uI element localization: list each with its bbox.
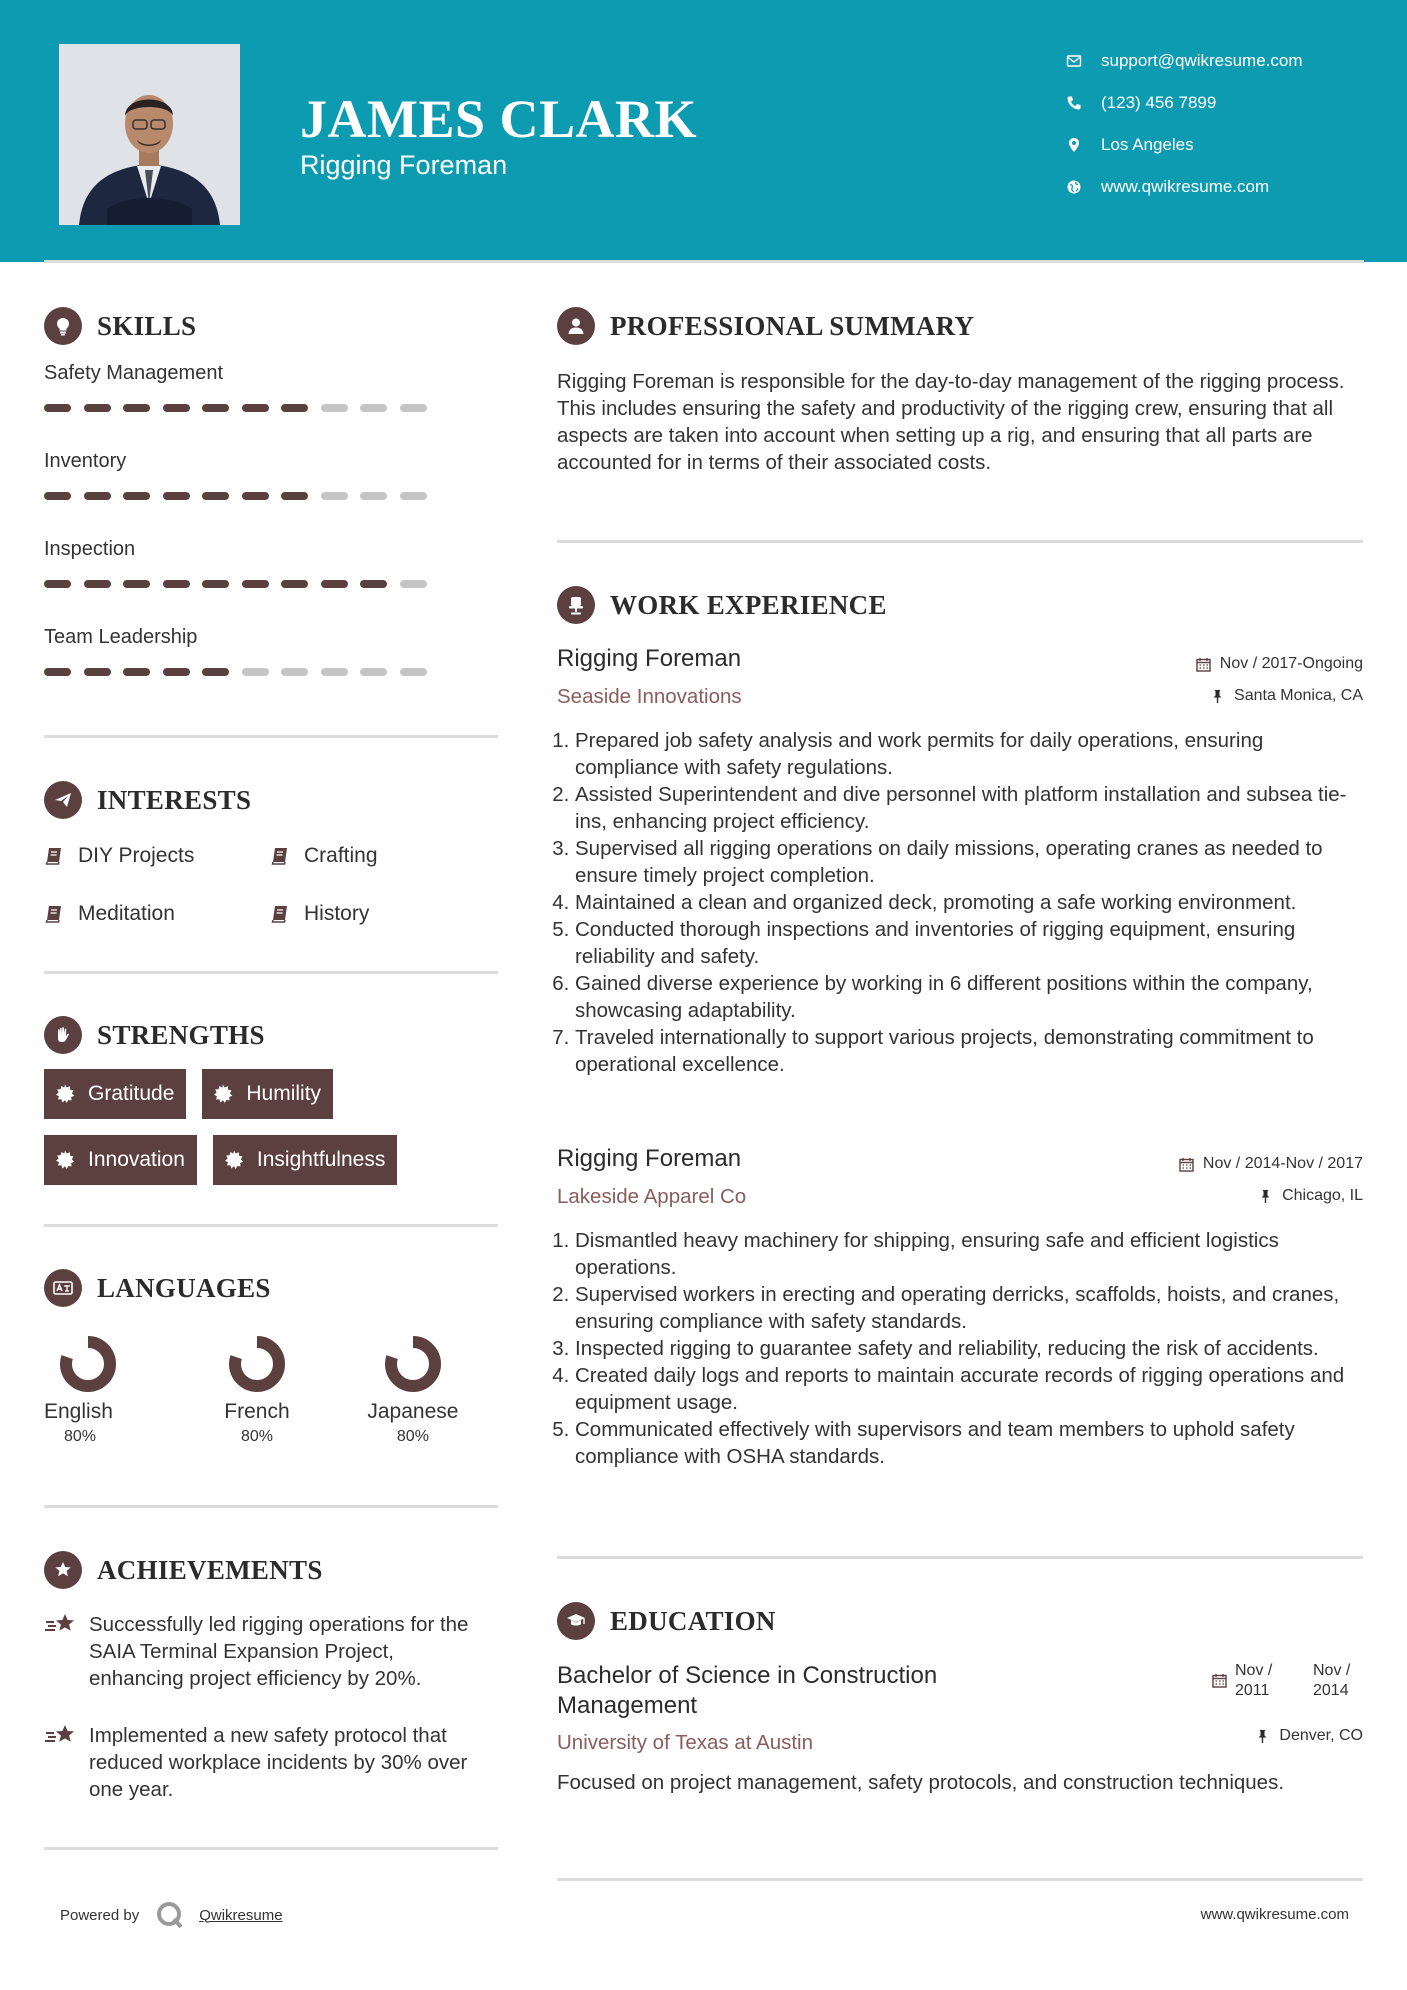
contact-email[interactable]	[1064, 40, 1303, 82]
hand-icon	[44, 1016, 82, 1054]
contact-list	[1064, 40, 1303, 208]
summary-heading	[557, 306, 1363, 346]
interest-label: Meditation	[78, 902, 175, 925]
skills-section	[44, 306, 498, 686]
job-bullet: 3. Inspected rigging to guarantee safety and reliability, reducing the risk of accidents.	[575, 1335, 1363, 1362]
star-badge-icon	[44, 1551, 82, 1589]
job-dates-text: Nov / 2014-Nov / 2017	[1202, 1155, 1363, 1172]
skill-dot-filled	[44, 668, 71, 676]
language-name: English	[44, 1400, 113, 1423]
skill-item	[44, 538, 498, 626]
education-meta	[1212, 1661, 1363, 1749]
skill-dot-empty	[360, 668, 387, 676]
job-bullet: 4. Created daily logs and reports to maintain accurate records of rigging operations and equipment usage.	[575, 1362, 1363, 1416]
skill-list	[44, 362, 498, 686]
strength-tag	[213, 1135, 397, 1185]
strength-label: Gratitude	[88, 1082, 175, 1105]
skill-name: Safety Management	[44, 362, 223, 384]
interests-divider	[44, 971, 498, 974]
job-dates	[1179, 1151, 1363, 1177]
strengths-title: STRENGTHS	[97, 1019, 265, 1050]
experience-section	[557, 585, 1363, 1468]
job-bullet: 3. Supervised all rigging operations on daily missions, operating cranes as needed to ensure timely project completion.	[575, 835, 1363, 889]
summary-title: PROFESSIONAL SUMMARY	[610, 310, 975, 341]
skill-dot-filled	[281, 404, 308, 412]
education-heading	[557, 1661, 1027, 1755]
achievement-item	[44, 1611, 498, 1692]
skill-dot-filled	[44, 492, 71, 500]
book-icon	[270, 846, 290, 866]
languages-divider	[44, 1505, 498, 1508]
skill-dot-filled	[84, 492, 111, 500]
interest-label: DIY Projects	[78, 844, 195, 867]
languages-heading	[44, 1268, 498, 1308]
skill-dot-filled	[202, 668, 229, 676]
job-header	[557, 1145, 1363, 1209]
education-location	[1212, 1723, 1363, 1749]
skill-dot-filled	[84, 404, 111, 412]
contact-location	[1064, 124, 1303, 166]
education-end: Nov / 2014	[1313, 1662, 1351, 1699]
skill-dot-filled	[44, 404, 71, 412]
profile-photo	[59, 44, 240, 225]
skill-dot-filled	[202, 492, 229, 500]
footer-site[interactable]: www.qwikresume.com	[1200, 1906, 1349, 1923]
summary-text: Rigging Foreman is responsible for the day-to-day management of the rigging process. This includes ensuring the safety and productivity of the rigging crew, ensuring that all aspects are taken into account when setting up a rig, and ensuring that all parts are accounted for in terms of their associated costs.	[557, 370, 1345, 474]
education-location-text: Denver, CO	[1279, 1727, 1363, 1744]
job-bullet: 1. Dismantled heavy machinery for shipping, ensuring safe and efficient logistics operations.	[575, 1227, 1363, 1281]
strengths-section	[44, 1015, 498, 1201]
skill-name: Inventory	[44, 450, 127, 472]
portrait-illustration	[59, 44, 240, 225]
skill-dot-empty	[321, 492, 348, 500]
strengths-divider	[44, 1224, 498, 1227]
pushpin-icon	[1255, 1729, 1270, 1744]
strength-label: Innovation	[88, 1148, 185, 1171]
job-entry	[557, 1145, 1363, 1470]
translate-icon	[44, 1269, 82, 1307]
skill-item	[44, 450, 498, 538]
book-icon	[44, 846, 64, 866]
skill-dot-filled	[242, 580, 269, 588]
skill-dot-filled	[281, 492, 308, 500]
skill-dot-empty	[360, 492, 387, 500]
skill-name: Inspection	[44, 538, 136, 560]
skill-dot-filled	[163, 404, 190, 412]
gear-icon	[212, 1083, 234, 1105]
job-location	[1196, 683, 1363, 709]
gear-icon	[54, 1083, 76, 1105]
skill-dot-filled	[242, 492, 269, 500]
interest-label: Crafting	[304, 844, 378, 867]
language-item	[44, 1332, 186, 1446]
candidate-name: JAMES CLARK	[300, 89, 698, 149]
skill-dot-empty	[400, 404, 427, 412]
language-progress-ring	[56, 1332, 120, 1396]
language-percent: 80%	[240, 1428, 273, 1445]
resume-header	[0, 0, 1407, 262]
interest-item	[44, 901, 270, 927]
skill-rating	[44, 668, 498, 676]
calendar-icon	[1196, 657, 1211, 672]
job-bullet: 6. Gained diverse experience by working in 6 different positions within the company, showcasing adaptability.	[575, 970, 1363, 1024]
summary-divider	[557, 540, 1363, 543]
job-company: Lakeside Apparel Co	[557, 1185, 747, 1208]
language-list	[44, 1332, 498, 1446]
gear-icon	[54, 1149, 76, 1171]
contact-location-text: Los Angeles	[1101, 135, 1194, 154]
language-name: French	[224, 1400, 290, 1423]
skill-dot-filled	[84, 580, 111, 588]
education-start: Nov / 2011	[1235, 1662, 1273, 1699]
graduate-icon	[557, 1602, 595, 1640]
achievement-list	[44, 1611, 498, 1803]
qwikresume-link[interactable]: Qwikresume	[199, 1906, 283, 1924]
language-item	[328, 1332, 498, 1446]
contact-website[interactable]	[1064, 166, 1303, 208]
job-heading	[557, 1145, 746, 1209]
shooting-star-icon	[44, 1611, 78, 1639]
book-icon	[270, 904, 290, 924]
education-description: Focused on project management, safety protocols, and construction techniques.	[557, 1771, 1285, 1794]
strength-label: Humility	[246, 1082, 322, 1105]
skill-dot-filled	[84, 668, 111, 676]
skill-dot-empty	[242, 668, 269, 676]
skill-dot-filled	[202, 580, 229, 588]
job-bullet: 1. Prepared job safety analysis and work permits for daily operations, ensuring compliance with safety regulations.	[575, 727, 1363, 781]
education-divider	[557, 1878, 1363, 1881]
contact-website-text: www.qwikresume.com	[1101, 177, 1270, 196]
interest-item	[270, 901, 470, 927]
job-header	[557, 645, 1363, 709]
interest-item	[270, 843, 470, 869]
interests-section	[44, 780, 498, 927]
skills-heading	[44, 306, 498, 346]
job-meta	[1179, 1145, 1363, 1209]
skill-dot-empty	[281, 668, 308, 676]
skill-dot-filled	[163, 580, 190, 588]
job-bullet: 5. Communicated effectively with supervisors and team members to uphold safety compliance with OSHA standards.	[575, 1416, 1363, 1470]
interests-heading	[44, 780, 498, 820]
summary-section	[557, 306, 1363, 476]
qwikresume-logo-icon	[155, 1900, 185, 1930]
job-location	[1179, 1183, 1363, 1209]
skill-dot-filled	[123, 580, 150, 588]
strengths-heading	[44, 1015, 498, 1055]
header-divider	[44, 260, 1364, 263]
language-item	[186, 1332, 328, 1446]
job-company: Seaside Innovations	[557, 685, 742, 708]
skill-dot-empty	[400, 580, 427, 588]
job-location-text: Chicago, IL	[1282, 1187, 1363, 1204]
education-header	[557, 1661, 1363, 1755]
job-bullet: 7. Traveled internationally to support various projects, demonstrating commitment to operational excellence.	[575, 1024, 1363, 1078]
skill-dot-empty	[400, 668, 427, 676]
book-icon	[44, 904, 64, 924]
interest-list	[44, 843, 498, 927]
language-percent: 80%	[64, 1428, 97, 1445]
skill-dot-filled	[281, 580, 308, 588]
job-bullets	[557, 727, 1363, 1078]
job-location-text: Santa Monica, CA	[1234, 687, 1363, 704]
gear-icon	[223, 1149, 245, 1171]
language-progress-ring	[225, 1332, 289, 1396]
skill-dot-filled	[360, 580, 387, 588]
strength-tag	[44, 1069, 186, 1119]
skill-dot-empty	[400, 492, 427, 500]
achievements-section	[44, 1550, 498, 1833]
skill-rating	[44, 404, 498, 412]
achievements-title: ACHIEVEMENTS	[97, 1554, 323, 1585]
achievement-item	[44, 1722, 498, 1803]
job-bullet: 2. Assisted Superintendent and dive personnel with platform installation and subsea tie-ins, enhancing project efficiency.	[575, 781, 1363, 835]
user-icon	[557, 307, 595, 345]
achievements-divider	[44, 1847, 498, 1850]
achievement-text: Implemented a new safety protocol that reduced workplace incidents by 30% over one year.	[89, 1724, 468, 1801]
strength-list	[44, 1069, 498, 1201]
skill-item	[44, 626, 498, 686]
job-title: Rigging Foreman	[557, 1145, 742, 1172]
pushpin-icon	[1258, 1189, 1273, 1204]
languages-title: LANGUAGES	[97, 1272, 271, 1303]
job-dates-text: Nov / 2017-Ongoing	[1219, 655, 1363, 672]
language-percent: 80%	[396, 1428, 429, 1445]
globe-icon	[1064, 177, 1084, 197]
contact-phone-text: (123) 456 7899	[1101, 93, 1217, 112]
language-name: Japanese	[367, 1400, 459, 1423]
education-school: University of Texas at Austin	[557, 1731, 813, 1754]
footer-powered	[60, 1900, 283, 1930]
interest-label: History	[304, 902, 370, 925]
education-dates	[1212, 1661, 1363, 1701]
candidate-role: Rigging Foreman	[300, 150, 508, 180]
interests-title: INTERESTS	[97, 784, 252, 815]
skill-rating	[44, 580, 498, 588]
mail-icon	[1064, 51, 1084, 71]
job-bullet: 5. Conducted thorough inspections and inventories of rigging equipment, ensuring reliability and safety.	[575, 916, 1363, 970]
skill-rating	[44, 492, 498, 500]
skills-title: SKILLS	[97, 310, 197, 341]
languages-section	[44, 1268, 498, 1446]
skill-item	[44, 362, 498, 450]
job-entry	[557, 645, 1363, 1078]
skill-dot-filled	[321, 580, 348, 588]
skill-dot-filled	[242, 404, 269, 412]
strength-tag	[202, 1069, 333, 1119]
experience-title: WORK EXPERIENCE	[610, 589, 887, 620]
education-entry	[557, 1661, 1363, 1796]
office-chair-icon	[557, 586, 595, 624]
education-title: EDUCATION	[610, 1605, 776, 1636]
skill-dot-empty	[321, 404, 348, 412]
contact-email-text: support@qwikresume.com	[1101, 51, 1303, 70]
calendar-icon	[1212, 1673, 1227, 1688]
job-meta	[1196, 645, 1363, 709]
job-bullets	[557, 1227, 1363, 1470]
achievements-heading	[44, 1550, 498, 1590]
skill-dot-filled	[202, 404, 229, 412]
achievement-text: Successfully led rigging operations for the SAIA Terminal Expansion Project, enhancing project efficiency by 20%.	[89, 1613, 469, 1690]
education-heading	[557, 1601, 1363, 1641]
job-title: Rigging Foreman	[557, 645, 742, 672]
job-bullet: 2. Supervised workers in erecting and operating derricks, scaffolds, hoists, and cranes, ensuring compliance with safety standards.	[575, 1281, 1363, 1335]
skills-divider	[44, 735, 498, 738]
job-heading	[557, 645, 742, 709]
language-progress-ring	[381, 1332, 445, 1396]
strength-tag	[44, 1135, 197, 1185]
paper-plane-icon	[44, 781, 82, 819]
powered-by-text: Powered by	[60, 1906, 140, 1924]
pushpin-icon	[1210, 689, 1225, 704]
interest-item	[44, 843, 270, 869]
skill-dot-empty	[321, 668, 348, 676]
skill-name: Team Leadership	[44, 626, 198, 648]
job-bullet: 4. Maintained a clean and organized deck, promoting a safe working environment.	[575, 889, 1363, 916]
job-dates	[1196, 651, 1363, 677]
lightbulb-icon	[44, 307, 82, 345]
skill-dot-filled	[123, 668, 150, 676]
experience-divider	[557, 1556, 1363, 1559]
education-degree: Bachelor of Science in Construction Management	[557, 1662, 938, 1719]
strength-label: Insightfulness	[256, 1148, 386, 1171]
experience-heading	[557, 585, 1363, 625]
skill-dot-empty	[360, 404, 387, 412]
location-pin-icon	[1064, 135, 1084, 155]
skill-dot-filled	[163, 492, 190, 500]
skill-dot-filled	[44, 580, 71, 588]
contact-phone[interactable]	[1064, 82, 1303, 124]
calendar-icon	[1179, 1157, 1194, 1172]
skill-dot-filled	[123, 492, 150, 500]
shooting-star-icon	[44, 1722, 78, 1750]
skill-dot-filled	[163, 668, 190, 676]
phone-icon	[1064, 93, 1084, 113]
education-section	[557, 1601, 1363, 1796]
skill-dot-filled	[123, 404, 150, 412]
